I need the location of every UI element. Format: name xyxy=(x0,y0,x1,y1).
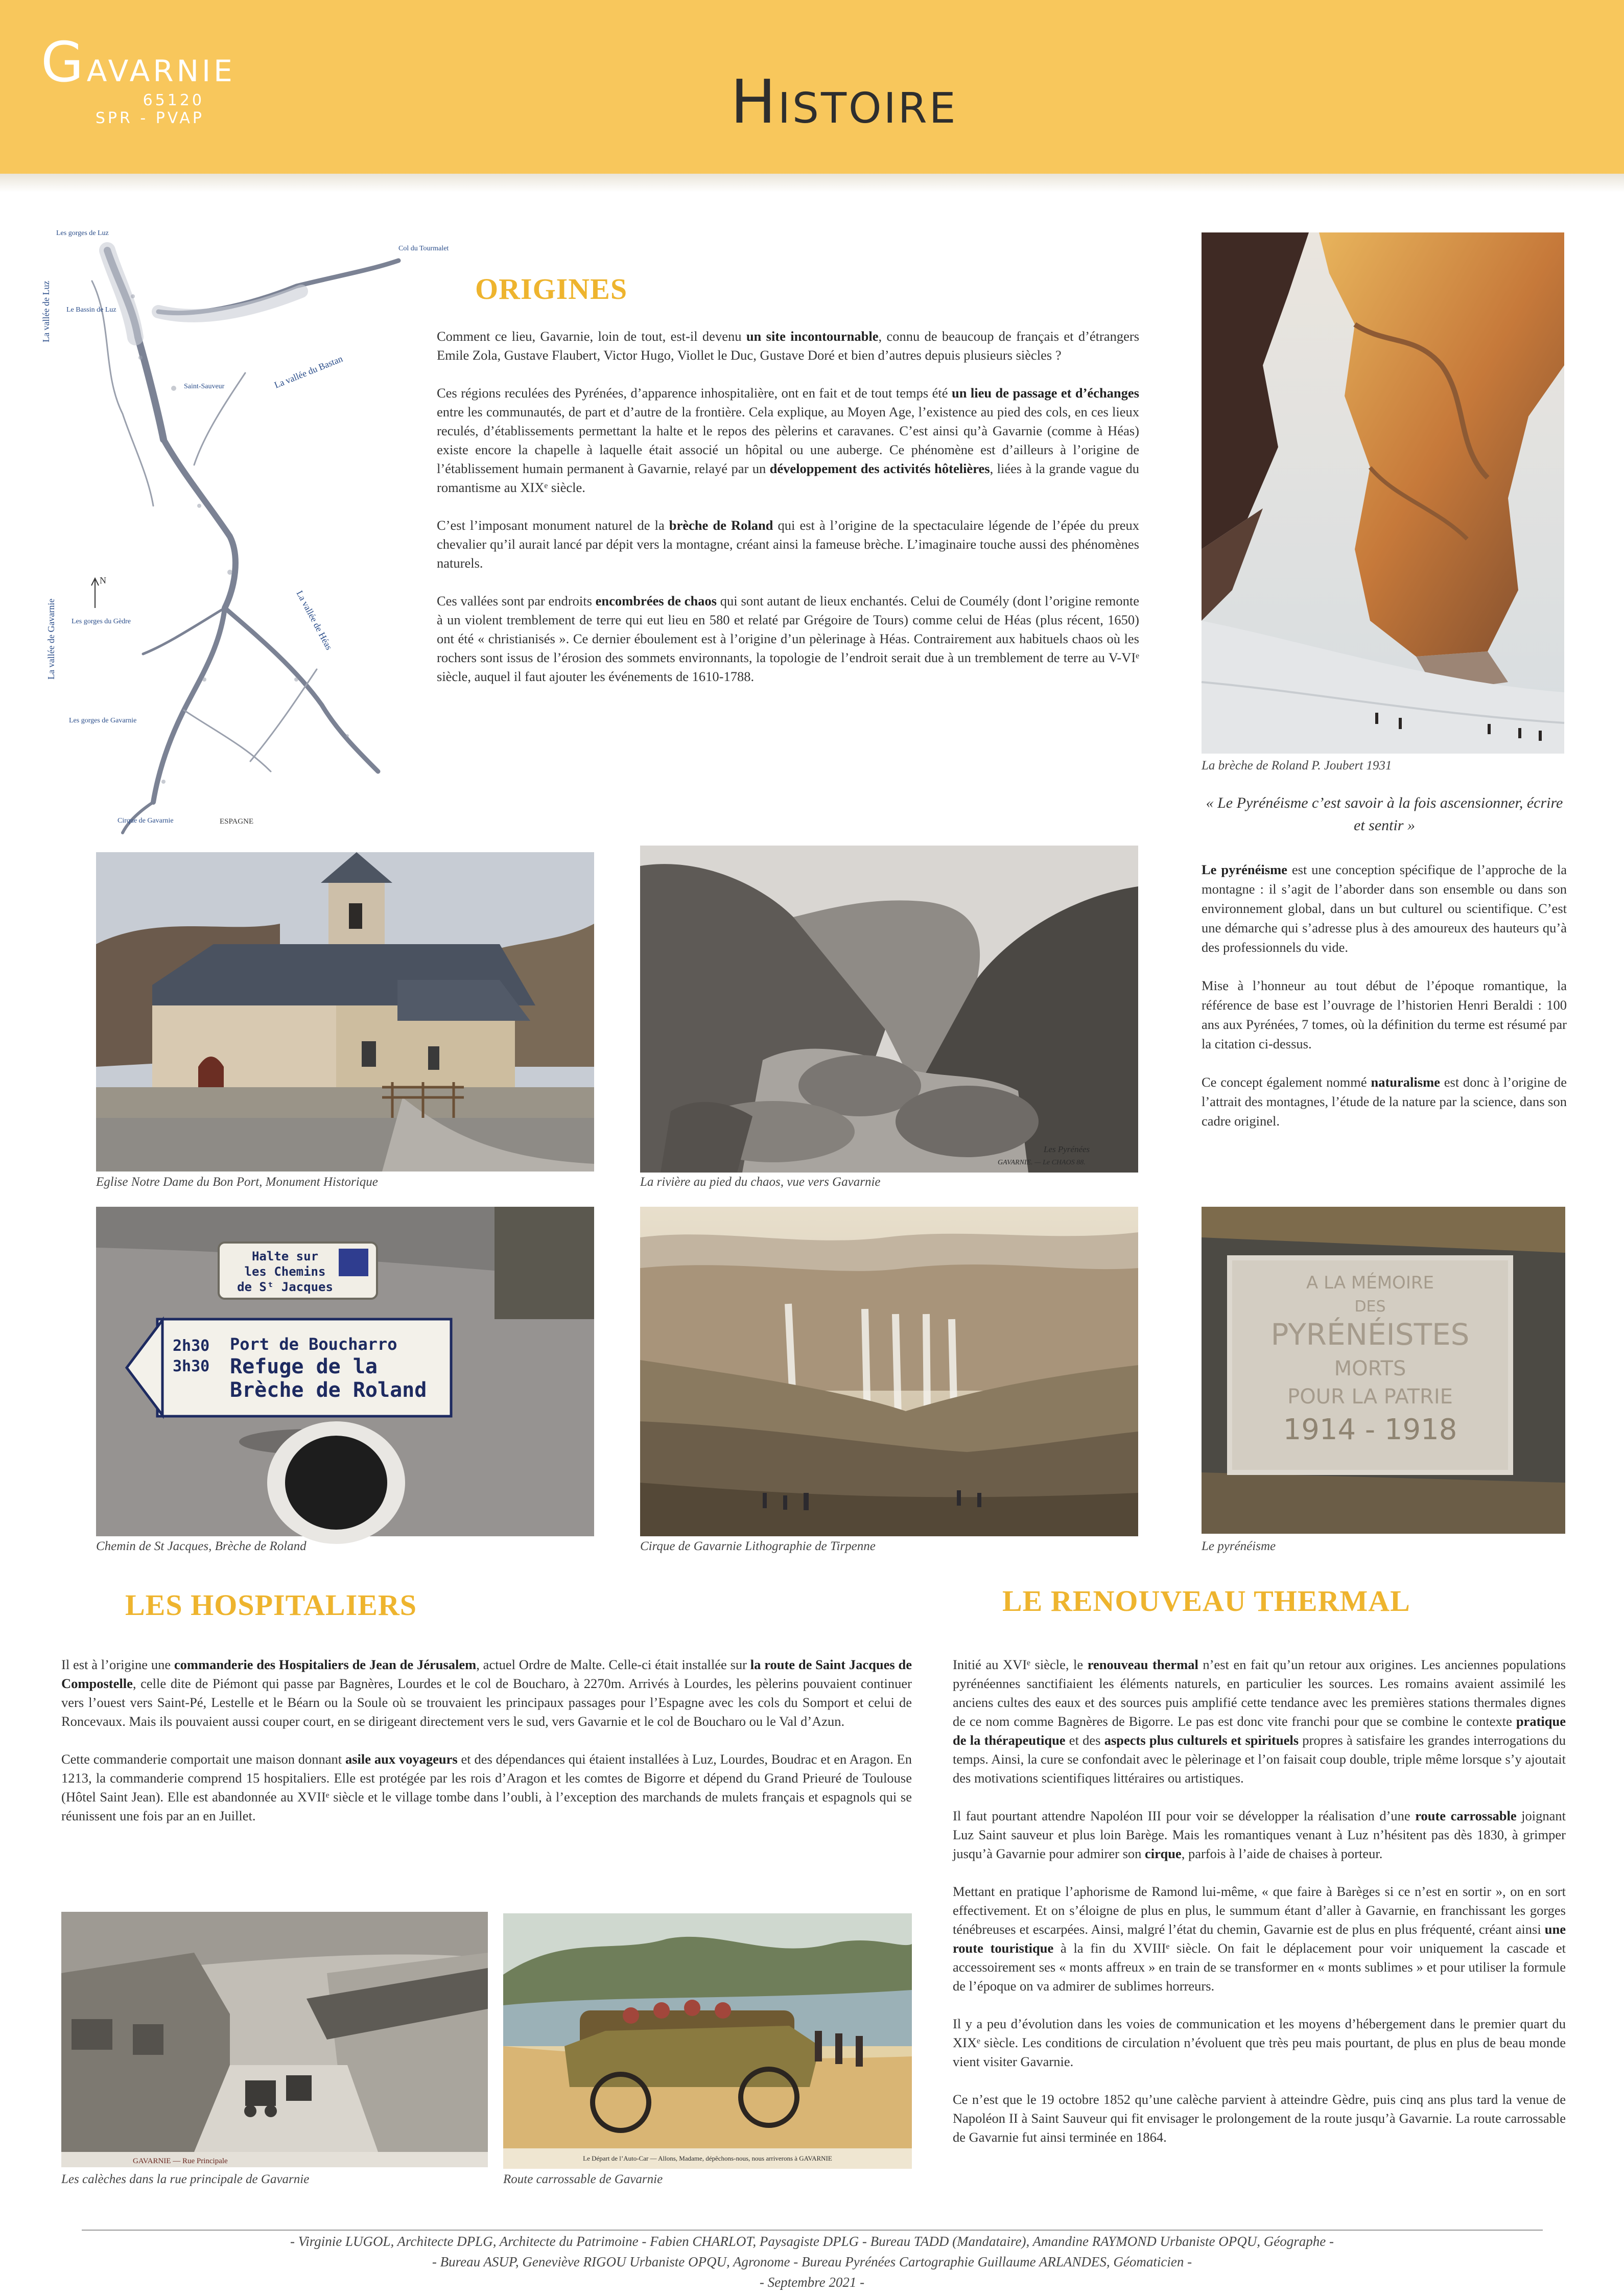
bold-emphasis: brèche de Roland xyxy=(669,518,773,533)
plaque-line-4: MORTS xyxy=(1334,1357,1406,1380)
chaos-caption: La rivière au pied du chaos, vue vers Gavarnie xyxy=(640,1175,881,1189)
thermal-text xyxy=(953,1655,1566,2166)
sign-line-2: Refuge de la xyxy=(230,1355,378,1378)
bold-emphasis: un lieu de passage et d’échanges xyxy=(951,385,1139,401)
sign-line-3: Brèche de Roland xyxy=(230,1378,427,1402)
route-caption: Route carrossable de Gavarnie xyxy=(503,2172,663,2186)
thermal-title: LE RENOUVEAU THERMAL xyxy=(1002,1584,1410,1618)
thermal-paragraph-3: Mettant en pratique l’aphorisme de Ramond lui-même, « que faire à Barèges si ce n’est en sortir », on en sort effectivement. Et on s’éloigne de plus en plus, le summum étant d’aller à Gavarnie, en franchissant les gorges ténébreuses et escarpées. Ainsi, malgré l’état du chemin, Gavarnie est de plus en plus fréquenté, créant ainsi une route touristique à la fin du XVIIIᵉ siècle. On fait le déplacement pour voir uniquement la cascade et accessoirement ses « monts affreux » en train de se transformer en « monts sublimes » et pour utiliser la formule de l’époque on va admirer de sublimes horreurs. xyxy=(953,1884,1566,1994)
header-shadow xyxy=(0,174,1624,192)
hospitaliers-title: LES HOSPITALIERS xyxy=(125,1588,417,1622)
thermal-paragraph-4: Il y a peu d’évolution dans les voies de communication et les moyens d’hébergement dans le premier quart du XIXᵉ siècle. Les conditions de circulation n’évoluent que très peu mais pourtant, de plus en plus de beau monde vient visiter Gavarnie. xyxy=(953,2016,1566,2069)
valley-map xyxy=(31,220,449,848)
map-label-gorges-gedre: Les gorges du Gèdre xyxy=(72,618,131,625)
cirque-lithograph xyxy=(640,1207,1138,1536)
origines-paragraph-3: C’est l’imposant monument naturel de la brèche de Roland qui est à l’origine de la spectaculaire légende de l’épée du preux chevalier qu’il aurait lancé par dépit vers la montagne, créant ainsi la fameuse brèche. L’imaginaire touche aussi des phénomènes naturels. xyxy=(437,518,1140,571)
bold-emphasis: encombrées de chaos xyxy=(595,593,717,608)
thermal-paragraph-5: Ce n’est que le 19 octobre 1852 qu’une calèche parvient à atteindre Gèdre, puis cinq ans plus tard la venue de Napoléon II à Saint Sauveur qui fit envisager le prolongement de la route jusqu’à Gavarnie. La route carrossable de Gavarnie fut ainsi terminée en 1864. xyxy=(953,2092,1566,2145)
valley-map-drawing xyxy=(31,220,449,848)
bold-emphasis: asile aux voyageurs xyxy=(345,1751,458,1767)
hospitaliers-paragraph-1: Il est à l’origine une commanderie des Hospitaliers de Jean de Jérusalem, actuel Ordre de Malte. Celle-ci était installée sur la route de Saint Jacques de Compostelle, celle dite de Piémont qui passe par Bagnères, Lourdes et le col de Boucharo, à 2270m. Arrivés à Lourdes, les pèlerins pouvaient continuer vers l’ouest vers Saint-Pé, Lestelle et le Béarn ou la Soule où se trouvaient les principaux passages pour l’Espagne avec les cols du Somport et celui de Roncevaux. Mais ils pouvaient aussi couper court, en se dirigeant directement vers le sud, vers Gavarnie et le col de Boucharo ou le Val d’Azun. xyxy=(61,1657,912,1729)
route-postcard-label: Le Départ de l’Auto-Car — Allons, Madame, dépêchons-nous, nous arriverons à GAVARNIE xyxy=(583,2154,832,2162)
bold-emphasis: cirque xyxy=(1145,1846,1182,1861)
thermal-paragraph-1: Initié au XVIᵉ siècle, le renouveau thermal n’est en fait qu’un retour aux origines. Les anciennes populations pyrénéennes sanctifiaient les éléments naturels, en particulier les sources. Les romains avaient assimilé les anciens cultes des eaux et des sources puis amplifié cette tendance avec les premières stations thermales dignes de ce nom comme Bagnères de Bigorre. Le pas est donc vite franchi pour que se combine le contexte pratique de la thérapeutique et des aspects plus culturels et spirituels propres à satisfaire les grandes interrogations du temps. Ainsi, la cure se confondait avec le pèlerinage et l’on faisait coup double, triple même lorsque s’y ajoutait des motivations scientifiques littéraires ou artistiques. xyxy=(953,1657,1566,1786)
plaque-line-2: DES xyxy=(1354,1298,1386,1316)
plaque-line-6: 1914 - 1918 xyxy=(1283,1413,1457,1446)
church-caption: Eglise Notre Dame du Bon Port, Monument Historique xyxy=(96,1175,378,1189)
map-label-espagne: ESPAGNE xyxy=(220,817,254,826)
sign-halte-line1: Halte sur xyxy=(251,1249,319,1263)
pyreneisme-quote: « Le Pyrénéisme c’est savoir à la fois ascensionner, écrire et sentir » xyxy=(1206,794,1563,834)
brand-postcode: 65120 xyxy=(143,91,204,109)
bold-emphasis: développement des activités hôtelières xyxy=(769,461,990,476)
origines-text xyxy=(437,327,1139,705)
pyreneisme-text xyxy=(1202,860,1567,1150)
hospitaliers-paragraph-2: Cette commanderie comportait une maison donnant asile aux voyageurs et des dépendances qui étaient installées à Luz, Lourdes, Boudrac et en Aragon. En 1213, la commanderie comprend 15 hospitaliers. Elle est protégée par les rois d’Aragon et les comtes de Bigorre et dépend du Grand Prieuré de Toulouse (Hôtel Saint Jean). Elle est abandonnée au XVIIᵉ siècle et le village tombe dans l’oubli, à l’exception des marchands de mulets français et espagnols qui se réunissent une fois par an en Juillet. xyxy=(61,1751,912,1823)
route-postcard xyxy=(503,1913,912,2169)
thermal-paragraph-2: Il faut pourtant attendre Napoléon III pour voir se développer la réalisation d’une route carrossable joignant Luz Saint sauveur et plus loin Barège. Mais les romantiques venant à Luz n’hésitent pas dès 1830, à grimper jusqu’à Gavarnie pour admirer son cirque, parfois à l’aide de chaises à porteur. xyxy=(953,1808,1566,1861)
caleches-postcard-label: GAVARNIE — Rue Principale xyxy=(133,2157,228,2165)
map-label-gorges-luz: Les gorges de Luz xyxy=(56,229,109,237)
north-arrow-icon xyxy=(91,578,99,608)
pyreneistes-plaque xyxy=(1202,1207,1565,1534)
chemin-sign-photo xyxy=(96,1207,594,1536)
sign-time-2: 3h30 xyxy=(173,1357,210,1375)
footer-rule xyxy=(82,2230,1543,2231)
caleches-photo xyxy=(61,1912,488,2167)
bold-emphasis: naturalisme xyxy=(1371,1074,1440,1090)
postcard-label: Les Pyrénées xyxy=(1044,1144,1090,1154)
footer-credits-line-2: - Bureau ASUP, Geneviève RIGOU Urbaniste OPQU, Agronome - Bureau Pyrénées Cartographie Guillaume ARLANDES, Géomaticien - xyxy=(432,2254,1192,2269)
brand-title: GAVARNIE xyxy=(41,31,236,95)
chemin-caption: Chemin de St Jacques, Brèche de Roland xyxy=(96,1539,307,1553)
origines-paragraph-2: Ces régions reculées des Pyrénées, d’apparence inhospitalière, ont en fait et de tout temps été un lieu de passage et d’échanges entre les communautés, de part et d’autre de la frontière. Cela explique, au Moyen Age, l’existence au pied des cols, en ces lieux reculés, d’établissements permettant la halte et le repos des pèlerins et caravanes. C’est ainsi qu’à Gavarnie (comme à Héas) existe encore la chapelle à laquelle était associé un hôpital ou une auberge. Ce phénomène est d’ailleurs à l’origine de l’établissement humain permanent à Gavarnie, relayé par un développement des activités hôtelières, liées à la grande vague du romantisme au XIXᵉ siècle. xyxy=(437,385,1139,495)
bold-emphasis: un site incontournable xyxy=(746,329,879,344)
brand-block xyxy=(41,31,236,127)
caleches-caption: Les calèches dans la rue principale de Gavarnie xyxy=(61,2172,310,2186)
bold-emphasis: pratique de la thérapeutique xyxy=(953,1714,1566,1748)
bold-emphasis: la route de Saint Jacques de Compostelle xyxy=(61,1657,912,1691)
bold-emphasis: commanderie des Hospitaliers de Jean de Jérusalem xyxy=(174,1657,477,1672)
pyreneisme-caption: Le pyrénéisme xyxy=(1202,1539,1276,1553)
map-label-vallee-luz: La vallée de Luz xyxy=(41,280,51,342)
chaos-postcard xyxy=(640,846,1138,1173)
map-label-vallee-gavarnie: La vallée de Gavarnie xyxy=(46,598,56,680)
map-label-vallee-bastan: La vallée du Bastan xyxy=(273,353,344,390)
map-label-gorges-gavarnie: Les gorges de Gavarnie xyxy=(69,717,137,724)
plaque-line-3: PYRÉNÉISTES xyxy=(1270,1317,1470,1352)
sign-time-1: 2h30 xyxy=(173,1337,210,1355)
sign-halte-line2: les Chemins xyxy=(244,1264,326,1279)
pyreneisme-paragraph-2: Mise à l’honneur au tout début de l’époque romantique, la référence de base est l’ouvrage de l’historien Henri Beraldi : 100 ans aux Pyrénées, 7 tomes, où la définition du terme est résumé par la citation ci-dessus. xyxy=(1202,978,1567,1051)
map-label-col-tourmalet: Col du Tourmalet xyxy=(398,245,449,252)
sign-line-1: Port de Boucharro xyxy=(230,1334,397,1354)
hospitaliers-text xyxy=(61,1655,912,1844)
footer-credits-line-1: - Virginie LUGOL, Architecte DPLG, Architecte du Patrimoine - Fabien CHARLOT, Paysagiste DPLG - Bureau TADD (Mandataire), Amandine RAYMOND Urbaniste OPQU, Géographe - xyxy=(290,2234,1334,2249)
bold-emphasis: renouveau thermal xyxy=(1087,1657,1198,1672)
cirque-caption: Cirque de Gavarnie Lithographie de Tirpenne xyxy=(640,1539,876,1553)
map-label-saint-sauveur: Saint-Sauveur xyxy=(184,383,225,390)
breche-painting xyxy=(1202,232,1564,754)
church-photo xyxy=(96,852,594,1172)
brand-subtitle: SPR - PVAP xyxy=(95,109,204,127)
origines-title: ORIGINES xyxy=(475,272,628,306)
map-north-label: N xyxy=(100,575,106,585)
bold-emphasis: route carrossable xyxy=(1415,1808,1517,1823)
origines-paragraph-4: Ces vallées sont par endroits encombrées de chaos qui sont autant de lieux enchantés. Celui de Coumély (dont l’origine remonte à un violent tremblement de terre qui eut lieu en 580 et relaté par Grégoire de Tours) comme celui de Héas (plus récent, 1650) ont été « christianisés ». Ce dernier éboulement est à l’origine d’un pèlerinage à Héas. Contrairement aux habituels chaos où les rochers sont issus de l’érosion des sommets environnants, la topologie de l’endroit serait due à un tremblement de terre au V-VIᵉ siècle, auquel il faut ajouter les événements de 1610-1788. xyxy=(437,593,1139,684)
pyreneisme-paragraph-3: Ce concept également nommé naturalisme est donc à l’origine de l’attrait des montagnes, l’étude de la nature par la science, dans son cadre originel. xyxy=(1202,1074,1567,1129)
sign-halte-line3: de Sᵗ Jacques xyxy=(237,1280,333,1294)
footer-date: - Septembre 2021 - xyxy=(759,2275,865,2290)
origines-paragraph-1: Comment ce lieu, Gavarnie, loin de tout, est-il devenu un site incontournable, connu de beaucoup de français et d’étrangers Emile Zola, Gustave Flaubert, Victor Hugo, Viollet le Duc, Gustave Doré et bien d’autres depuis plusieurs siècles ? xyxy=(437,329,1140,363)
bold-emphasis: Le pyrénéisme xyxy=(1202,862,1287,877)
map-label-bassin-luz: Le Bassin de Luz xyxy=(66,306,116,314)
map-label-vallee-heas: La vallée de Héas xyxy=(294,589,335,652)
plaque-line-1: A LA MÉMOIRE xyxy=(1306,1273,1434,1293)
map-label-cirque: Cirque de Gavarnie xyxy=(117,817,174,825)
bold-emphasis: aspects plus culturels et spirituels xyxy=(1104,1732,1299,1748)
postcard-sublabel: GAVARNIE. — Le CHAOS 88. xyxy=(998,1159,1086,1166)
plaque-line-5: POUR LA PATRIE xyxy=(1287,1385,1453,1409)
bold-emphasis: une route touristique xyxy=(953,1922,1566,1956)
page-title: HISTOIRE xyxy=(731,66,958,137)
breche-caption: La brèche de Roland P. Joubert 1931 xyxy=(1202,759,1392,772)
pyreneisme-paragraph-1: Le pyrénéisme est une conception spécifique de l’approche de la montagne : il s’agit de l’aborder dans son ensemble ou dans son environnement global, dans un but culturel ou scientifique. C’est une démarche qui s’adresse plus à des amoureux des hauteurs qu’à des professionnels du vide. xyxy=(1202,862,1567,955)
